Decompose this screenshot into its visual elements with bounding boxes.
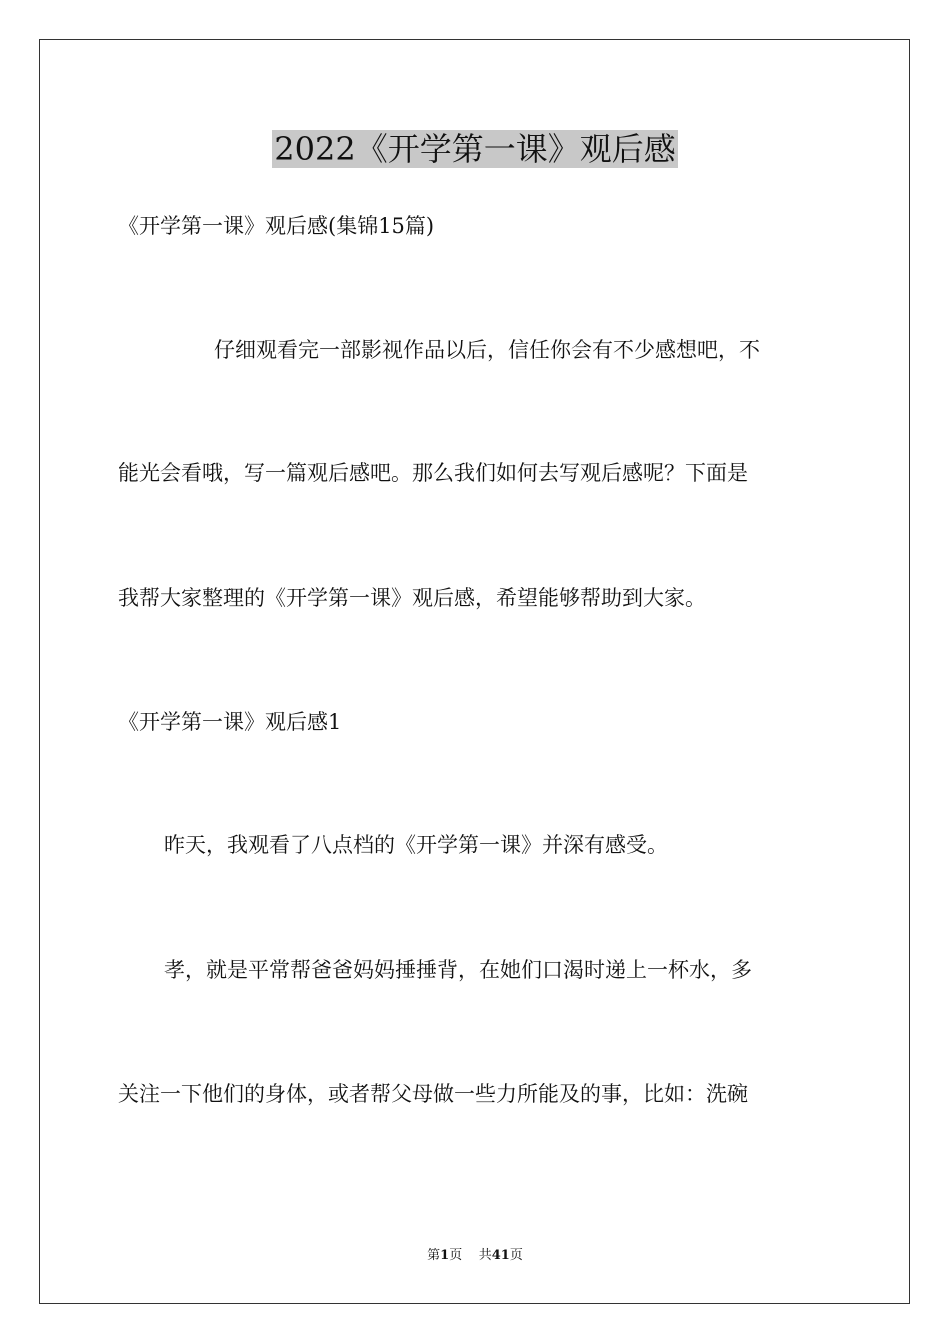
paragraph-line-4: 昨天，我观看了八点档的《开学第一课》并深有感受。 [164,833,668,857]
footer-page-prefix: 第 [427,1248,441,1263]
document-subtitle: 《开学第一课》观后感(集锦15篇) [118,214,435,238]
paragraph-line-2: 能光会看哦，写一篇观后感吧。那么我们如何去写观后感呢？下面是 [118,461,748,485]
footer-page-suffix: 页 [449,1248,463,1263]
page-footer [0,1246,950,1266]
paragraph-line-1: 仔细观看完一部影视作品以后，信任你会有不少感想吧，不 [214,338,760,362]
footer-page-number: 1 [440,1248,450,1263]
footer-total-suffix: 页 [509,1248,523,1263]
paragraph-line-5: 孝，就是平常帮爸爸妈妈捶捶背，在她们口渴时递上一杯水，多 [164,958,752,982]
document-title [0,127,950,171]
paragraph-line-3: 我帮大家整理的《开学第一课》观后感，希望能够帮助到大家。 [118,586,706,610]
section-heading-1: 《开学第一课》观后感1 [118,710,342,734]
paragraph-line-6: 关注一下他们的身体，或者帮父母做一些力所能及的事，比如：洗碗 [118,1082,748,1106]
document-title-text: 2022《开学第一课》观后感 [274,130,676,168]
footer-total-pages: 41 [491,1248,510,1263]
footer-total-prefix: 共 [478,1248,492,1263]
